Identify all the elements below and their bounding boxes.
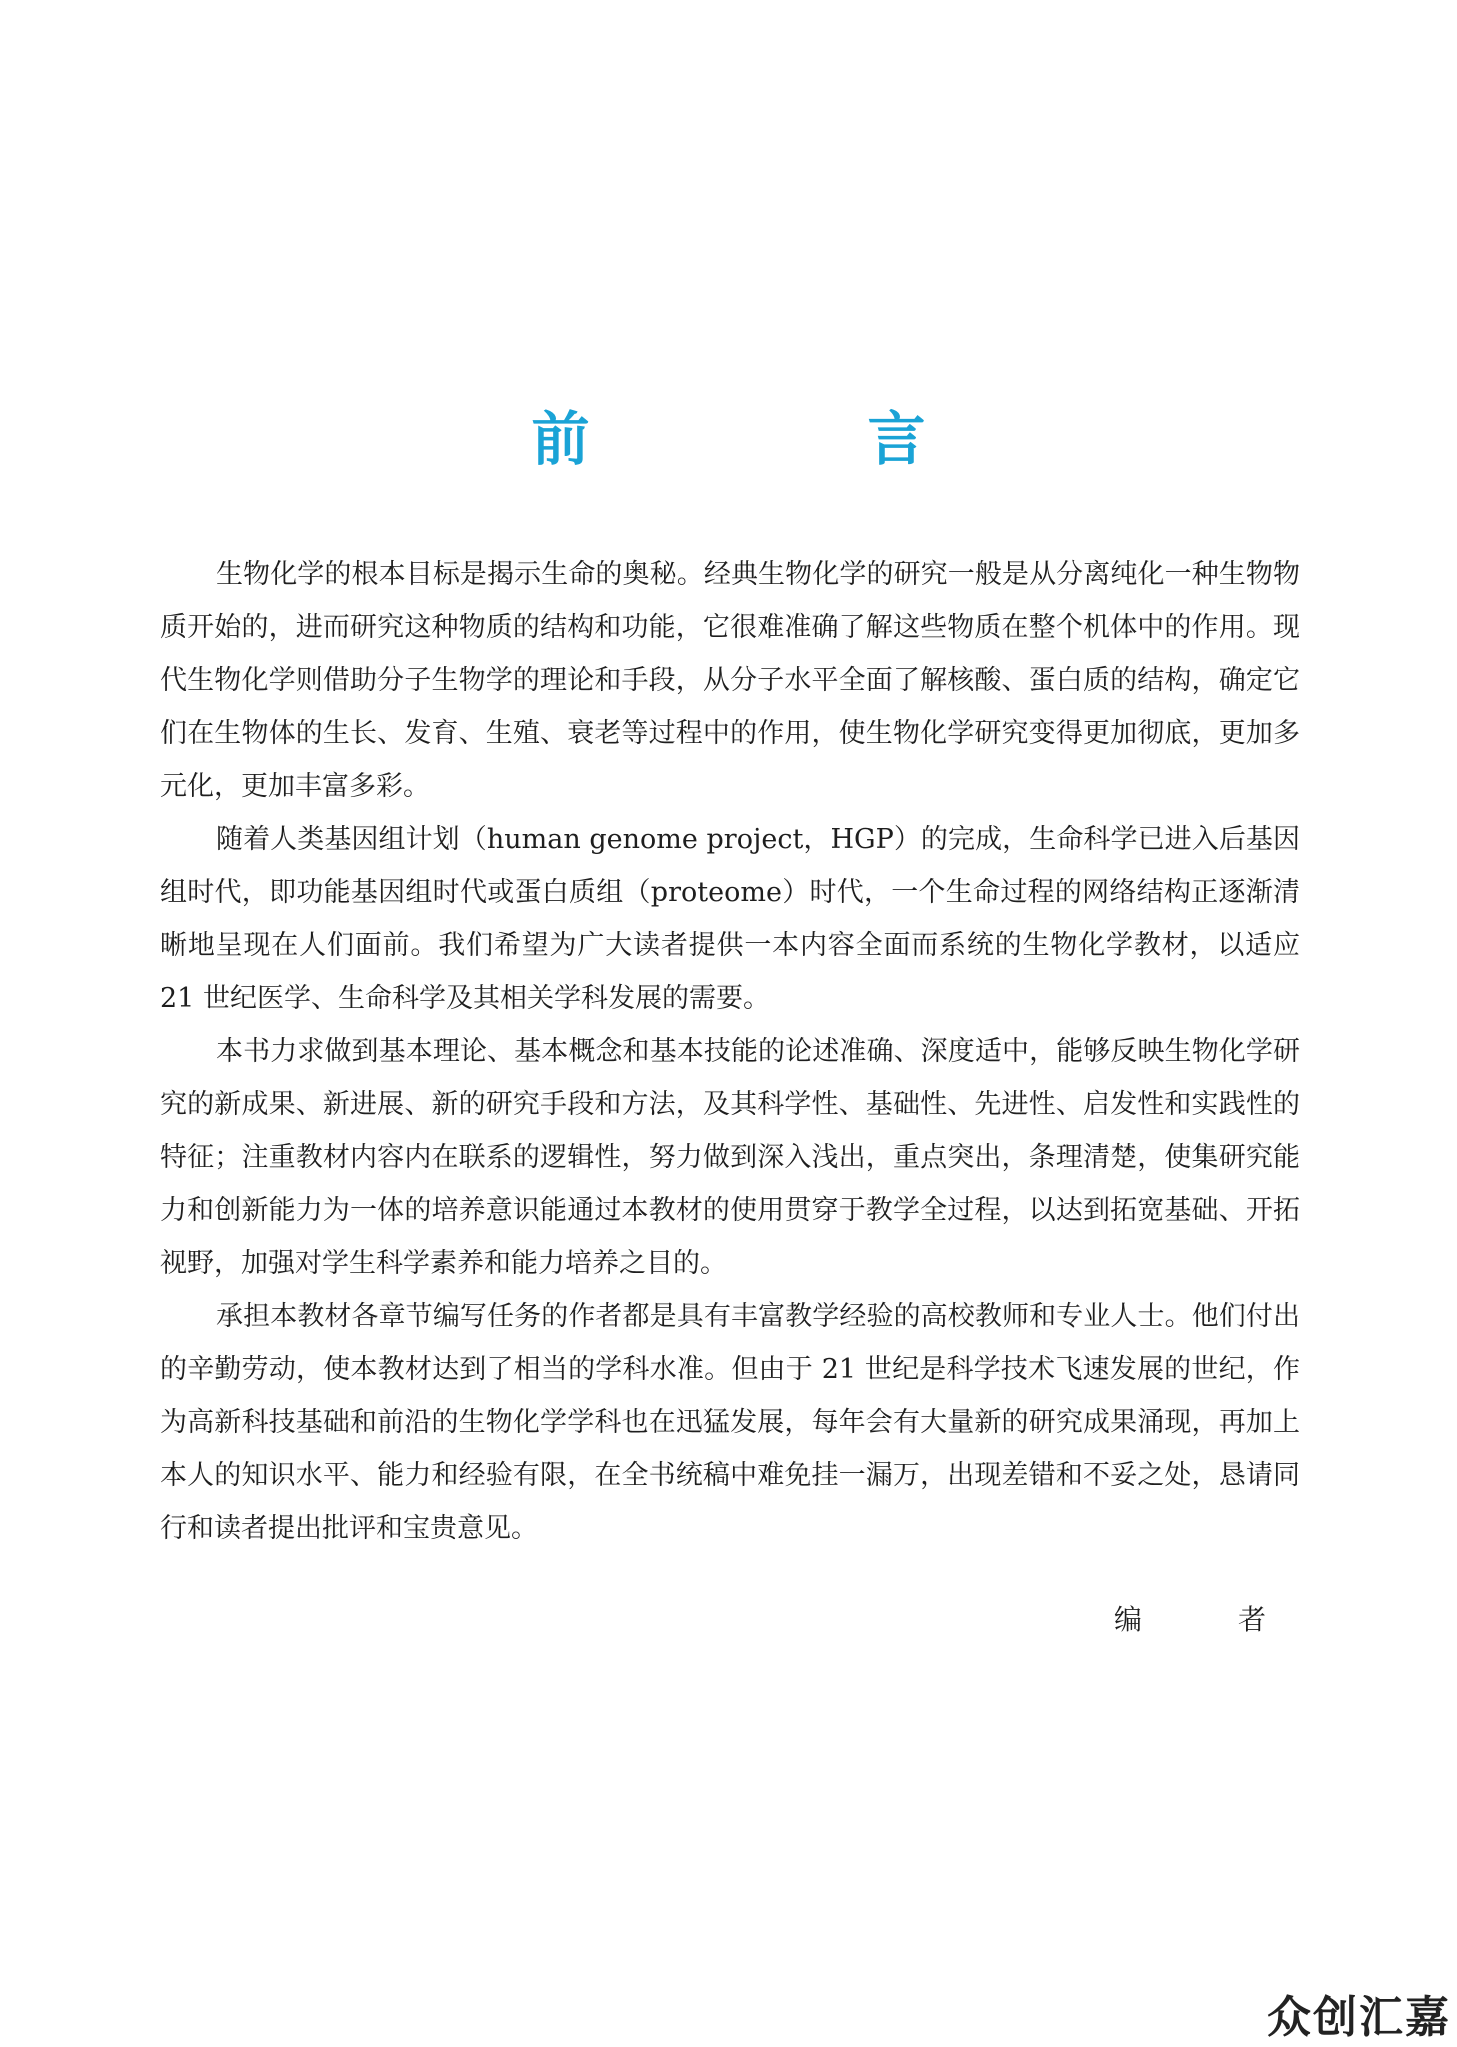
paragraph-4: 承担本教材各章节编写任务的作者都是具有丰富教学经验的高校教师和专业人士。他们付出的辛勤劳动，使本教材达到了相当的学科水准。但由于 21 世纪是科学技术飞速发展的世纪，作为高新科技基础和前沿的生物化学学科也在迅猛发展，每年会有大量新的研究成果涌现，再加上本人的知识水平、能力和经验有限，在全书统稿中难免挂一漏万，出现差错和不妥之处，恳请同行和读者提出批评和宝贵意见。 xyxy=(160,1301,1300,1544)
preface-body xyxy=(160,548,1300,1555)
paragraph-2: 随着人类基因组计划（human genome project，HGP）的完成，生命科学已进入后基因组时代，即功能基因组时代或蛋白质组（proteome）时代，一个生命过程的网络结构正逐渐清晰地呈现在人们面前。我们希望为广大读者提供一本内容全面而系统的生物化学教材，以适应 21 世纪医学、生命科学及其相关学科发展的需要。 xyxy=(160,824,1300,1014)
paragraph-3: 本书力求做到基本理论、基本概念和基本技能的论述准确、深度适中，能够反映生物化学研究的新成果、新进展、新的研究手段和方法，及其科学性、基础性、先进性、启发性和实践性的特征；注重教材内容内在联系的逻辑性，努力做到深入浅出，重点突出，条理清楚，使集研究能力和创新能力为一体的培养意识能通过本教材的使用贯穿于教学全过程，以达到拓宽基础、开拓视野，加强对学生科学素养和能力培养之目的。 xyxy=(160,1036,1300,1279)
paragraph-1: 生物化学的根本目标是揭示生命的奥秘。经典生物化学的研究一般是从分离纯化一种生物物质开始的，进而研究这种物质的结构和功能，它很难准确了解这些物质在整个机体中的作用。现代生物化学则借助分子生物学的理论和手段，从分子水平全面了解核酸、蛋白质的结构，确定它们在生物体的生长、发育、生殖、衰老等过程中的作用，使生物化学研究变得更加彻底，更加多元化，更加丰富多彩。 xyxy=(160,559,1300,802)
watermark-logo: 众创汇嘉 xyxy=(1267,1992,1451,2043)
author-signature: 编 者 xyxy=(1113,1603,1300,1636)
page-title: 前 言 xyxy=(531,404,1036,473)
